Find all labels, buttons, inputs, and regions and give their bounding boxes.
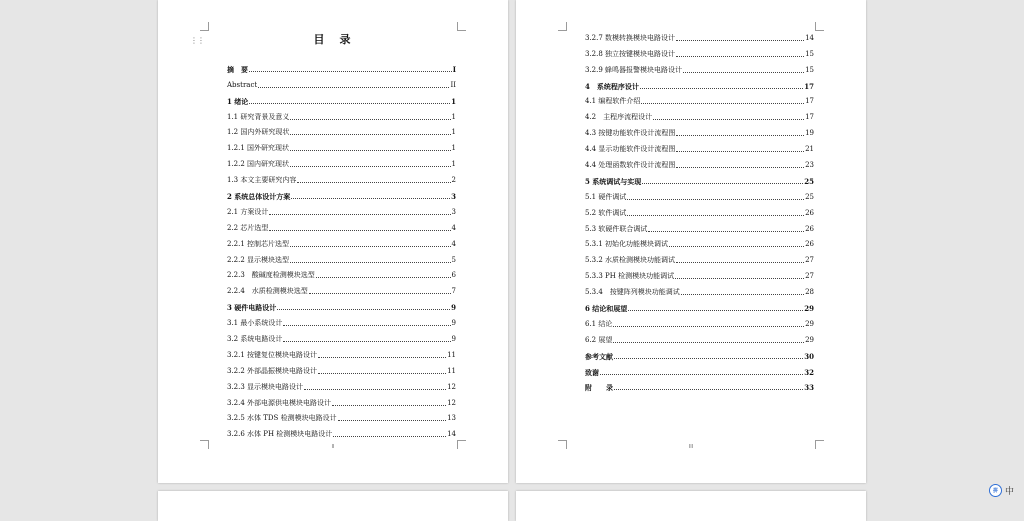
toc-entry[interactable] [227, 392, 456, 408]
toc-entry[interactable] [227, 265, 456, 281]
toc-entry-page-number: II [450, 80, 456, 89]
toc-leader-dots [676, 40, 804, 41]
toc-entry-title: Abstract [227, 80, 258, 89]
toc-entry[interactable] [227, 249, 456, 265]
toc-entry[interactable] [585, 345, 814, 361]
toc-entry[interactable] [585, 27, 814, 43]
toc-entry-page-number: 6 [451, 271, 456, 280]
toc-entry-title: 2 系统总体设计方案 [227, 192, 291, 202]
toc-entry-title: 4.4 处理函数软件设计流程图 [585, 161, 676, 170]
toc-entry-title: 5 系统调试与实现 [585, 176, 642, 186]
toc-entry[interactable] [585, 170, 814, 186]
toc-entry-title: 3.2 系统电路设计 [227, 335, 283, 344]
toc-entry-page-number: 9 [451, 303, 456, 313]
toc-leader-dots [277, 309, 450, 310]
toc-leader-dots [676, 167, 804, 168]
table-move-handle-icon[interactable]: ⋮⋮ [190, 36, 204, 45]
toc-leader-dots [290, 246, 450, 247]
toc-leader-dots [304, 389, 446, 390]
toc-entry-title: 3 硬件电路设计 [227, 303, 277, 313]
toc-entry-page-number: 28 [805, 288, 814, 297]
toc-entry[interactable] [227, 58, 456, 74]
toc-leader-dots [640, 88, 803, 89]
toc-entry-page-number: 32 [804, 367, 814, 377]
toc-entry-page-number: 17 [805, 113, 814, 122]
toc-list-page-2 [585, 27, 814, 392]
toc-entry-title: 1 绪论 [227, 96, 249, 106]
toc-entry-page-number: 11 [447, 350, 456, 359]
toc-leader-dots [290, 150, 450, 151]
toc-entry-title: 6.1 结论 [585, 319, 613, 328]
toc-leader-dots [641, 103, 804, 104]
toc-entry-title: 4.3 按键功能软件设计流程图 [585, 129, 676, 138]
toc-entry[interactable] [227, 122, 456, 138]
toc-leader-dots [290, 166, 450, 167]
toc-entry[interactable] [227, 90, 456, 106]
toc-entry-title: 3.2.7 数模转换模块电路设计 [585, 33, 676, 42]
toc-entry-title: 3.2.1 按键复位模块电路设计 [227, 350, 318, 359]
toc-entry-page-number: 9 [451, 319, 456, 328]
toc-list-page-1 [227, 58, 456, 439]
toc-entry-title: 1.2.2 国内研究现状 [227, 160, 290, 169]
toc-entry-title: 2.2.1 控制芯片选型 [227, 239, 290, 248]
toc-leader-dots [283, 341, 450, 342]
toc-entry[interactable] [227, 153, 456, 169]
toc-entry-title: 4.4 显示功能软件设计流程图 [585, 145, 676, 154]
toc-leader-dots [681, 294, 804, 295]
toc-entry-page-number: 7 [451, 287, 456, 296]
toc-entry-page-number: 11 [447, 366, 456, 375]
toc-entry-page-number: 25 [805, 192, 814, 201]
toc-entry-page-number: 3 [451, 192, 456, 202]
toc-entry-page-number: 27 [805, 272, 814, 281]
toc-entry-title: 附 录 [585, 383, 613, 393]
toc-entry[interactable] [585, 249, 814, 265]
toc-entry-page-number: 17 [804, 81, 814, 91]
toc-entry[interactable] [585, 91, 814, 107]
toc-entry-title: 3.2.8 独立按键模块电路设计 [585, 49, 676, 58]
toc-leader-dots [291, 198, 450, 199]
toc-entry[interactable] [227, 185, 456, 201]
toc-entry[interactable] [227, 376, 456, 392]
toc-entry-page-number: 14 [805, 33, 814, 42]
toc-leader-dots [613, 342, 804, 343]
toc-leader-dots [269, 214, 450, 215]
toc-entry[interactable] [585, 329, 814, 345]
toc-leader-dots [683, 72, 804, 73]
toc-entry[interactable] [227, 169, 456, 185]
toc-entry[interactable] [227, 201, 456, 217]
toc-entry[interactable] [227, 74, 456, 90]
toc-entry-title: 3.2.6 水体 PH 检测模块电路设计 [227, 430, 333, 439]
toc-entry-title: 参考文献 [585, 351, 613, 361]
toc-entry-page-number: 23 [805, 161, 814, 170]
toc-entry-page-number: 29 [805, 335, 814, 344]
document-page-3 [158, 491, 508, 521]
toc-entry-page-number: 2 [451, 176, 456, 185]
toc-leader-dots [269, 230, 450, 231]
toc-entry[interactable] [227, 217, 456, 233]
toc-entry-title: 3.2.9 蜂鸣器报警模块电路设计 [585, 65, 683, 74]
toc-entry-title: 1.2.1 国外研究现状 [227, 144, 290, 153]
toc-leader-dots [318, 373, 446, 374]
toc-entry[interactable] [585, 186, 814, 202]
toc-entry[interactable] [585, 313, 814, 329]
toc-leader-dots [675, 278, 804, 279]
toc-leader-dots [283, 325, 450, 326]
toc-entry-title: 4 系统程序设计 [585, 81, 639, 91]
toc-entry[interactable] [585, 234, 814, 250]
toc-entry-page-number: 15 [805, 65, 814, 74]
toc-entry-page-number: 19 [805, 129, 814, 138]
toc-entry-title: 致谢 [585, 367, 599, 377]
toc-entry-page-number: 29 [805, 319, 814, 328]
document-page-1 [158, 0, 508, 483]
toc-leader-dots [642, 183, 803, 184]
toc-entry[interactable] [227, 408, 456, 424]
toc-entry-page-number: 15 [805, 49, 814, 58]
toc-entry-page-number: 30 [804, 351, 814, 361]
toc-entry[interactable] [585, 265, 814, 281]
toc-entry-title: 3.2.3 显示模块电路设计 [227, 382, 304, 391]
toc-leader-dots [613, 326, 804, 327]
toc-entry[interactable] [585, 43, 814, 59]
margin-corner-mark [815, 22, 824, 31]
toc-leader-dots [627, 215, 804, 216]
toc-entry-title: 5.3 软硬件联合调试 [585, 224, 648, 233]
toc-leader-dots [676, 56, 804, 57]
toc-leader-dots [258, 87, 449, 88]
toc-leader-dots [614, 358, 803, 359]
toc-entry-page-number: 4 [451, 223, 456, 232]
toc-entry-page-number: 1 [451, 112, 456, 121]
toc-entry[interactable] [585, 122, 814, 138]
toc-leader-dots [290, 119, 450, 120]
toc-entry[interactable] [585, 75, 814, 91]
toc-entry-title: 5.1 硬件调试 [585, 192, 627, 201]
toc-leader-dots [338, 420, 447, 421]
toc-entry-page-number: 9 [451, 335, 456, 344]
toc-leader-dots [614, 389, 803, 390]
page-footer-number: III [688, 444, 694, 450]
toc-entry-title: 1.1 研究背景及意义 [227, 112, 290, 121]
toc-entry-title: 5.3.4 按键阵列模块功能调试 [585, 288, 680, 297]
toc-entry-title: 2.1 方案设计 [227, 207, 269, 216]
toc-leader-dots [628, 310, 803, 311]
toc-entry-title: 摘 要 [227, 64, 248, 74]
toc-entry-title: 2.2.3 酸碱度检测模块选型 [227, 271, 315, 280]
ime-mode-label[interactable]: 中 [1005, 486, 1015, 497]
margin-corner-mark [200, 22, 209, 31]
toc-leader-dots [249, 71, 452, 72]
toc-entry[interactable] [585, 138, 814, 154]
document-page-2 [516, 0, 866, 483]
toc-entry-title: 5.2 软件调试 [585, 208, 627, 217]
toc-entry-page-number: 26 [805, 208, 814, 217]
toc-leader-dots [676, 151, 804, 152]
toc-entry-title: 2.2.2 显示模块选型 [227, 255, 290, 264]
document-page-4 [516, 491, 866, 521]
toc-leader-dots [290, 134, 450, 135]
toc-entry[interactable] [227, 280, 456, 296]
toc-entry[interactable] [227, 106, 456, 122]
ime-icon[interactable]: 拼 [989, 484, 1002, 497]
toc-entry[interactable] [227, 296, 456, 312]
toc-entry[interactable] [585, 106, 814, 122]
toc-leader-dots [249, 103, 450, 104]
page-footer-number: II [331, 444, 335, 450]
toc-entry-title: 2.2 芯片选型 [227, 223, 269, 232]
margin-corner-mark [558, 22, 567, 31]
toc-entry-page-number: 26 [805, 224, 814, 233]
toc-leader-dots [676, 262, 804, 263]
toc-entry[interactable] [585, 361, 814, 377]
toc-entry-page-number: 3 [451, 207, 456, 216]
toc-leader-dots [648, 231, 804, 232]
toc-entry-title: 6.2 展望 [585, 335, 613, 344]
toc-entry-page-number: 12 [447, 398, 456, 407]
toc-entry-page-number: 29 [804, 304, 814, 314]
toc-entry-page-number: 1 [451, 160, 456, 169]
toc-entry-title: 4.1 编程软件介绍 [585, 97, 641, 106]
toc-leader-dots [627, 199, 804, 200]
toc-entry-title: 2.2.4 水质检测模块选型 [227, 287, 308, 296]
toc-title: 目 录 [313, 33, 353, 46]
toc-entry-title: 3.1 最小系统设计 [227, 319, 283, 328]
toc-entry-title: 3.2.2 外部晶振模块电路设计 [227, 366, 318, 375]
toc-entry-page-number: 21 [805, 145, 814, 154]
toc-entry[interactable] [585, 59, 814, 75]
toc-entry-title: 1.3 本文主要研究内容 [227, 176, 297, 185]
toc-entry-page-number: 4 [451, 239, 456, 248]
toc-entry-page-number: 1 [451, 96, 456, 106]
toc-entry-title: 6 结论和展望 [585, 304, 628, 314]
margin-corner-mark [457, 22, 466, 31]
ime-status[interactable] [989, 483, 1014, 497]
toc-entry-title: 3.2.5 水体 TDS 检测模块电路设计 [227, 414, 337, 423]
toc-entry-page-number: 27 [805, 256, 814, 265]
toc-entry-page-number: 14 [447, 430, 456, 439]
toc-entry-title: 4.2 主程序流程设计 [585, 113, 653, 122]
toc-entry[interactable] [227, 233, 456, 249]
toc-leader-dots [309, 293, 451, 294]
toc-leader-dots [669, 246, 804, 247]
toc-entry[interactable] [585, 202, 814, 218]
toc-leader-dots [600, 374, 803, 375]
toc-entry[interactable] [227, 423, 456, 439]
toc-entry-page-number: 13 [447, 414, 456, 423]
toc-leader-dots [316, 277, 451, 278]
toc-leader-dots [333, 436, 446, 437]
toc-leader-dots [332, 405, 446, 406]
toc-entry[interactable] [585, 281, 814, 297]
toc-entry[interactable] [227, 360, 456, 376]
toc-entry[interactable] [585, 154, 814, 170]
toc-entry-page-number: 26 [805, 240, 814, 249]
toc-entry[interactable] [227, 312, 456, 328]
toc-leader-dots [318, 357, 446, 358]
toc-entry-page-number: 25 [804, 176, 814, 186]
toc-entry-page-number: 12 [447, 382, 456, 391]
toc-entry-page-number: 1 [451, 144, 456, 153]
toc-entry-page-number: 5 [451, 255, 456, 264]
toc-entry-page-number: 17 [805, 97, 814, 106]
toc-entry[interactable] [227, 344, 456, 360]
toc-entry-title: 5.3.3 PH 检测模块功能调试 [585, 272, 675, 281]
toc-entry[interactable] [585, 297, 814, 313]
toc-entry[interactable] [585, 377, 814, 393]
toc-entry-title: 3.2.4 外部电源供电模块电路设计 [227, 398, 332, 407]
toc-entry-page-number: I [452, 64, 456, 74]
toc-entry-title: 5.3.1 初始化功能模块调试 [585, 240, 669, 249]
toc-entry[interactable] [585, 218, 814, 234]
toc-entry-title: 1.2 国内外研究现状 [227, 128, 290, 137]
toc-leader-dots [297, 182, 450, 183]
toc-leader-dots [676, 135, 804, 136]
toc-entry-title: 5.3.2 水质检测模块功能调试 [585, 256, 676, 265]
toc-leader-dots [290, 262, 450, 263]
toc-entry-page-number: 33 [804, 383, 814, 393]
toc-entry-page-number: 1 [451, 128, 456, 137]
toc-leader-dots [653, 119, 804, 120]
toc-entry[interactable] [227, 137, 456, 153]
toc-entry[interactable] [227, 328, 456, 344]
